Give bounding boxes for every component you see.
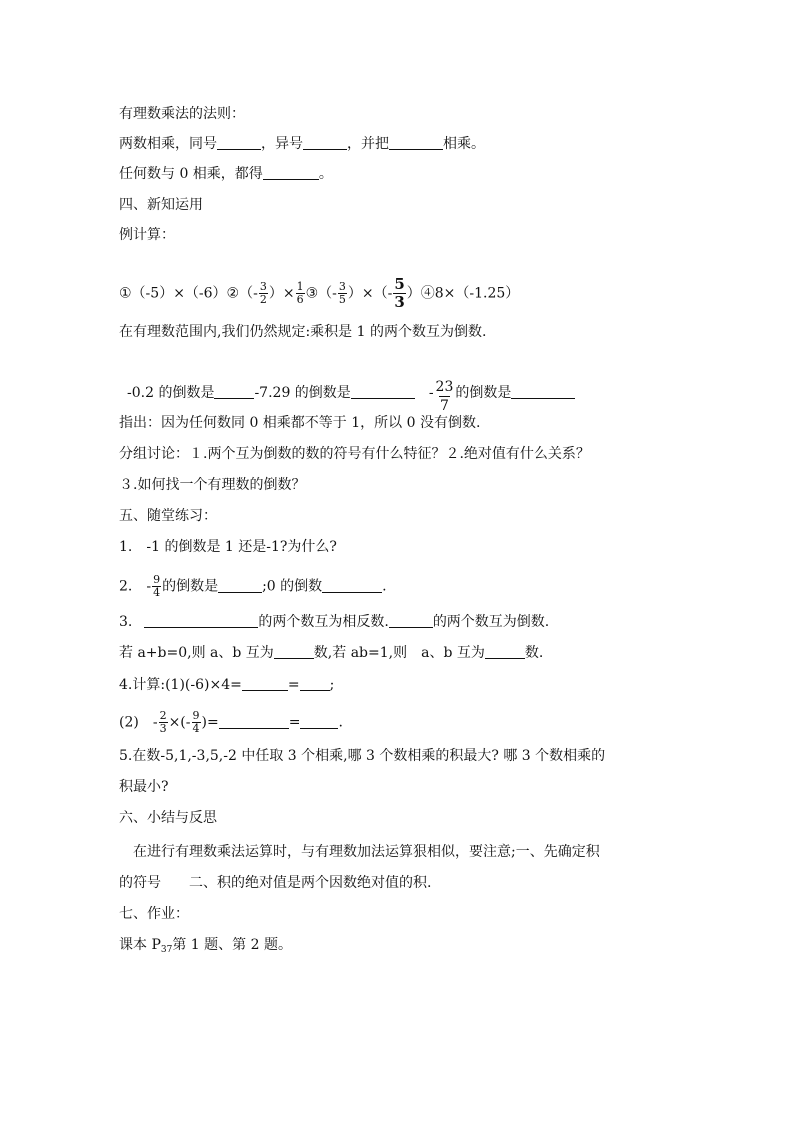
text: ，并把 bbox=[347, 136, 389, 152]
text: ①（-5）×（-6）②（- bbox=[119, 285, 258, 302]
text: (2) - bbox=[119, 714, 158, 731]
discussion-line-2 bbox=[119, 475, 305, 495]
summary-line-2 bbox=[119, 873, 431, 893]
denominator: 4 bbox=[192, 722, 200, 735]
denominator: 3 bbox=[159, 722, 167, 735]
denominator: 3 bbox=[394, 293, 405, 311]
reciprocal-questions bbox=[127, 378, 575, 414]
numerator: 23 bbox=[435, 379, 454, 395]
text: 例计算： bbox=[119, 227, 175, 243]
text: - bbox=[428, 385, 434, 401]
text: 积最小? bbox=[119, 779, 169, 795]
blank bbox=[274, 644, 314, 659]
practice-4 bbox=[119, 675, 334, 695]
section-7-heading bbox=[119, 904, 189, 924]
practice-1 bbox=[119, 537, 337, 557]
practice-3 bbox=[119, 612, 549, 632]
text: 的倒数是 bbox=[455, 385, 512, 401]
blank bbox=[303, 135, 347, 150]
denominator: 5 bbox=[338, 293, 346, 306]
blank bbox=[511, 384, 575, 399]
text: . bbox=[338, 714, 343, 731]
blank bbox=[300, 676, 330, 691]
rule-heading bbox=[119, 104, 245, 124]
section-title: 四、新知运用 bbox=[119, 197, 203, 213]
numerator: 3 bbox=[338, 280, 346, 293]
blank bbox=[263, 165, 319, 180]
text: . bbox=[382, 578, 387, 595]
text: 相乘。 bbox=[443, 136, 485, 152]
text: 2. - bbox=[119, 578, 152, 595]
text: 在进行有理数乘法运算时，与有理数加法运算狠相似，要注意;一、先确定积 bbox=[119, 844, 600, 860]
denominator: 7 bbox=[440, 398, 449, 414]
numerator: 9 bbox=[153, 573, 161, 586]
text: ，异号 bbox=[261, 136, 303, 152]
text: 的两个数互为相反数. bbox=[258, 614, 389, 630]
numerator: 3 bbox=[259, 280, 267, 293]
numerator: 9 bbox=[192, 709, 200, 722]
example-expressions bbox=[119, 275, 520, 311]
rule-line-1 bbox=[119, 134, 485, 154]
rule-heading-text: 有理数乘法的法则： bbox=[119, 106, 245, 122]
text: ３.如何找一个有理数的倒数？ bbox=[119, 477, 306, 493]
blank bbox=[322, 578, 382, 593]
blank bbox=[144, 613, 258, 628]
numerator: 1 bbox=[296, 280, 304, 293]
text: ; bbox=[329, 677, 335, 693]
text: 1. -1 的倒数是 1 还是-1?为什么? bbox=[119, 539, 337, 555]
text: 3. bbox=[119, 614, 133, 630]
discussion-line-1 bbox=[119, 444, 590, 464]
blank bbox=[389, 135, 443, 150]
section-4-heading bbox=[119, 195, 203, 215]
text: 若 a+b=0,则 a、b 互为 bbox=[119, 645, 274, 661]
section-title: 六、小结与反思 bbox=[119, 810, 217, 826]
text: 指出：因为任何数同 0 相乘都不等于 1，所以 0 没有倒数. bbox=[119, 415, 481, 431]
fraction bbox=[393, 276, 405, 311]
blank bbox=[485, 644, 525, 659]
text: = bbox=[287, 677, 300, 693]
text: 数,若 ab=1,则 a、b 互为 bbox=[313, 645, 485, 661]
blank bbox=[218, 578, 262, 593]
text: 4.计算:(1)(-6)×4= bbox=[119, 677, 242, 693]
numerator: 5 bbox=[394, 275, 405, 293]
text: 的符号 二、积的绝对值是两个因数绝对值的积. bbox=[119, 875, 432, 891]
blank bbox=[389, 613, 433, 628]
text: 课本 P bbox=[119, 937, 161, 953]
fraction bbox=[159, 710, 168, 735]
reciprocal-definition bbox=[119, 322, 486, 342]
practice-5-cont bbox=[119, 777, 169, 797]
blank bbox=[242, 676, 288, 691]
text: -7.29 的倒数是 bbox=[254, 385, 351, 401]
blank bbox=[351, 384, 415, 399]
practice-2 bbox=[119, 573, 387, 599]
text: 的两个数互为倒数. bbox=[432, 614, 550, 630]
text: ）×（- bbox=[347, 285, 393, 302]
text: ）× bbox=[268, 285, 295, 302]
text: 两数相乘，同号 bbox=[119, 136, 217, 152]
practice-4-sub bbox=[119, 709, 343, 735]
example-label bbox=[119, 225, 175, 245]
text: 5.在数-5,1,-3,5,-2 中任取 3 个相乘,哪 3 个数相乘的积最大? 哪 3 个数相乘的 bbox=[119, 748, 606, 764]
denominator: 2 bbox=[259, 293, 267, 306]
section-title: 七、作业： bbox=[119, 906, 189, 922]
text: ）④8×（-1.25） bbox=[406, 285, 520, 302]
text: -0.2 的倒数是 bbox=[127, 385, 215, 401]
denominator: 4 bbox=[153, 586, 161, 599]
blank bbox=[219, 714, 289, 729]
rule-line-2 bbox=[119, 164, 333, 184]
denominator: 6 bbox=[296, 293, 304, 306]
text: ;0 的倒数 bbox=[262, 578, 323, 595]
fraction bbox=[259, 281, 268, 306]
blank bbox=[217, 135, 261, 150]
blank bbox=[214, 384, 254, 399]
section-6-heading bbox=[119, 808, 217, 828]
text: ×(- bbox=[168, 714, 191, 731]
fraction bbox=[152, 574, 161, 599]
practice-5 bbox=[119, 746, 605, 766]
fraction bbox=[435, 378, 455, 415]
fraction bbox=[296, 281, 305, 306]
text: )= bbox=[201, 714, 219, 731]
blank bbox=[300, 714, 338, 729]
homework-line bbox=[119, 935, 292, 955]
fraction bbox=[338, 281, 347, 306]
section-5-heading bbox=[119, 506, 217, 526]
summary-line-1 bbox=[119, 842, 600, 862]
section-title: 五、随堂练习： bbox=[119, 508, 217, 524]
text: 任何数与 0 相乘，都得 bbox=[119, 166, 263, 182]
text: = bbox=[288, 714, 301, 731]
text: 在有理数范围内,我们仍然规定:乘积是 1 的两个数互为倒数. bbox=[119, 324, 487, 340]
text: 分组讨论：１.两个互为倒数的数的符号有什么特征？２.绝对值有什么关系？ bbox=[119, 446, 590, 462]
practice-3-sub bbox=[119, 643, 543, 663]
note-line bbox=[119, 413, 480, 433]
text: ③（- bbox=[305, 285, 337, 302]
text: 。 bbox=[318, 166, 333, 182]
text: 数. bbox=[524, 645, 544, 661]
text: 第 1 题、第 2 题。 bbox=[172, 937, 292, 953]
fraction bbox=[192, 710, 201, 735]
page-subscript: 37 bbox=[160, 945, 173, 955]
text: 的倒数是 bbox=[162, 578, 219, 595]
numerator: 2 bbox=[159, 709, 167, 722]
